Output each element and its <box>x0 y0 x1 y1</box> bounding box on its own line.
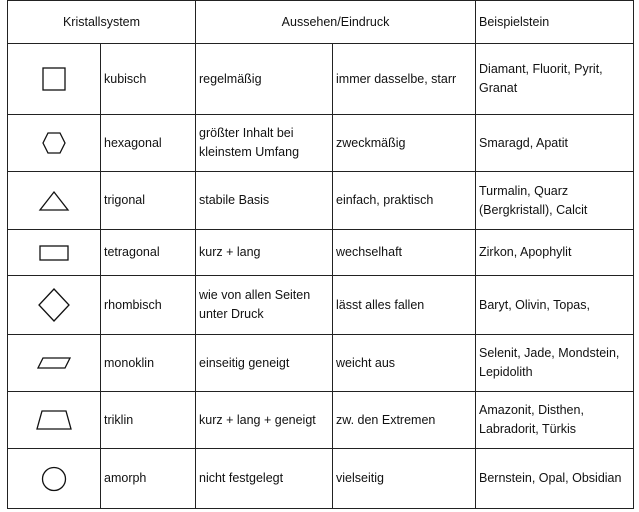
table-row <box>8 392 634 449</box>
example-cell: Smaragd, Apatit <box>476 115 634 172</box>
header-example: Beispielstein <box>476 1 634 44</box>
example-cell: Amazonit, Disthen, Labradorit, Türkis <box>476 392 634 449</box>
impression-cell: wechselhaft <box>333 230 476 276</box>
table-row <box>8 115 634 172</box>
look-cell: einseitig geneigt <box>196 335 333 392</box>
look-cell: kurz + lang + geneigt <box>196 392 333 449</box>
look-cell: größter Inhalt bei kleinstem Umfang <box>196 115 333 172</box>
impression-cell: immer dasselbe, starr <box>333 44 476 115</box>
shape-cell <box>8 335 101 392</box>
example-cell: Turmalin, Quarz (Bergkristall), Calcit <box>476 172 634 230</box>
table-row <box>8 449 634 509</box>
table-row <box>8 230 634 276</box>
rectangle-icon <box>37 243 71 263</box>
system-cell: hexagonal <box>101 115 196 172</box>
rhombus-icon <box>36 286 72 324</box>
system-cell: trigonal <box>101 172 196 230</box>
crystal-systems-sheet <box>7 0 633 509</box>
impression-cell: zweckmäßig <box>333 115 476 172</box>
triangle-icon <box>37 189 71 213</box>
trapezoid-icon <box>34 408 74 432</box>
example-cell: Bernstein, Opal, Obsidian <box>476 449 634 509</box>
impression-cell: vielseitig <box>333 449 476 509</box>
example-cell: Selenit, Jade, Mondstein, Lepidolith <box>476 335 634 392</box>
system-cell: amorph <box>101 449 196 509</box>
system-cell: monoklin <box>101 335 196 392</box>
parallelogram-icon <box>35 355 73 371</box>
square-icon <box>39 64 69 94</box>
look-cell: kurz + lang <box>196 230 333 276</box>
hexagon-icon <box>39 130 69 156</box>
example-cell: Zirkon, Apophylit <box>476 230 634 276</box>
table-row <box>8 44 634 115</box>
system-cell: triklin <box>101 392 196 449</box>
shape-cell <box>8 392 101 449</box>
crystal-systems-table <box>7 0 634 509</box>
look-cell: nicht festgelegt <box>196 449 333 509</box>
table-row <box>8 172 634 230</box>
shape-cell <box>8 449 101 509</box>
shape-cell <box>8 172 101 230</box>
system-cell: rhombisch <box>101 276 196 335</box>
header-appearance: Aussehen/Eindruck <box>196 1 476 44</box>
impression-cell: lässt alles fallen <box>333 276 476 335</box>
header-row <box>8 1 634 44</box>
table-row <box>8 276 634 335</box>
look-cell: wie von allen Seiten unter Druck <box>196 276 333 335</box>
impression-cell: einfach, praktisch <box>333 172 476 230</box>
shape-cell <box>8 44 101 115</box>
system-cell: kubisch <box>101 44 196 115</box>
header-system: Kristallsystem <box>8 1 196 44</box>
circle-icon <box>39 464 69 494</box>
look-cell: regelmäßig <box>196 44 333 115</box>
look-cell: stabile Basis <box>196 172 333 230</box>
system-cell: tetragonal <box>101 230 196 276</box>
shape-cell <box>8 276 101 335</box>
table-row <box>8 335 634 392</box>
impression-cell: weicht aus <box>333 335 476 392</box>
shape-cell <box>8 230 101 276</box>
shape-cell <box>8 115 101 172</box>
impression-cell: zw. den Extremen <box>333 392 476 449</box>
example-cell: Diamant, Fluorit, Pyrit, Granat <box>476 44 634 115</box>
example-cell: Baryt, Olivin, Topas, <box>476 276 634 335</box>
